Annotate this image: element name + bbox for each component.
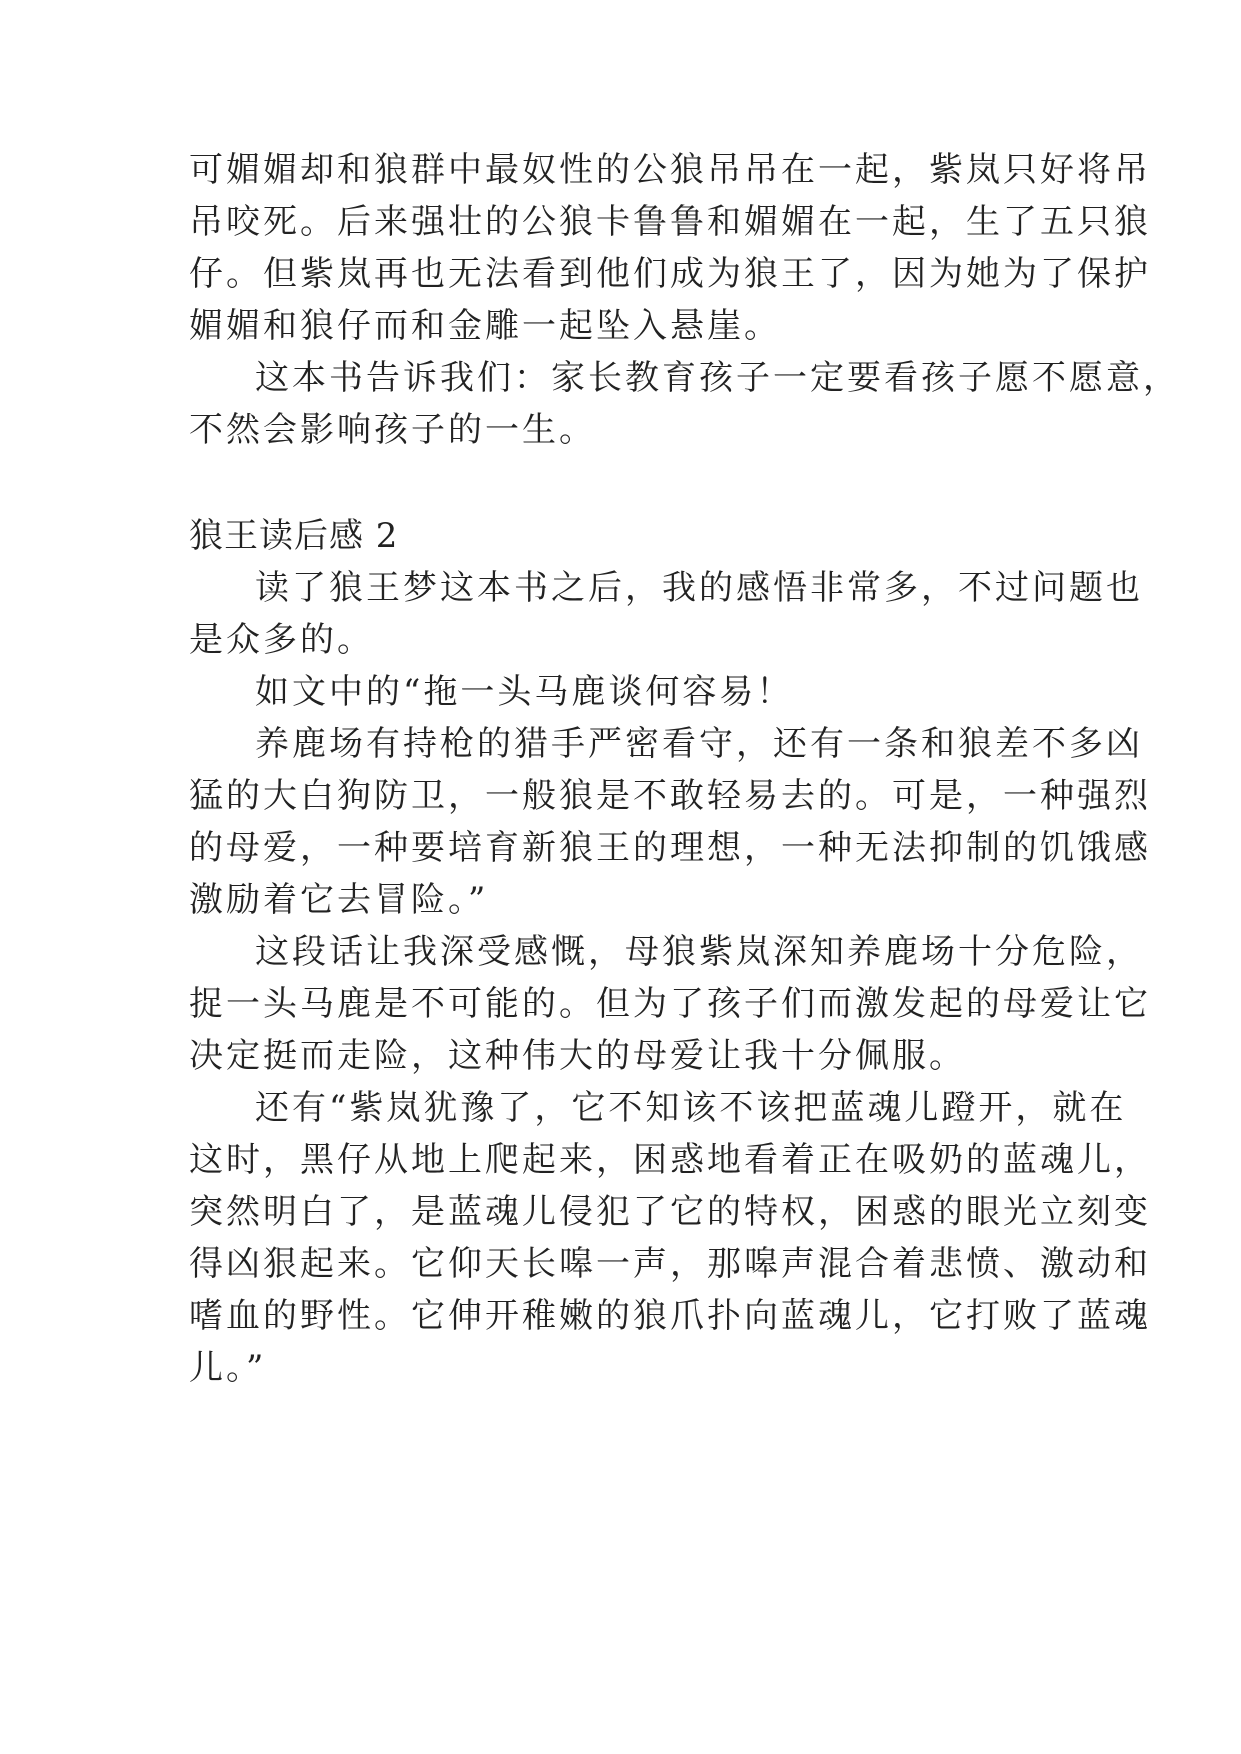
- paragraph-line: 不然会影响孩子的一生。: [189, 410, 596, 450]
- paragraph-line: 还有“紫岚犹豫了，它不知该不该把蓝魂儿蹬开，就在: [255, 1088, 1127, 1128]
- paragraph-line: 的母爱，一种要培育新狼王的理想，一种无法抑制的饥饿感: [189, 828, 1151, 868]
- paragraph-line: 是众多的。: [189, 620, 374, 660]
- paragraph-line: 这时，黑仔从地上爬起来，困惑地看着正在吸奶的蓝魂儿，: [189, 1140, 1151, 1180]
- paragraph-line: 读了狼王梦这本书之后，我的感悟非常多，不过问题也: [255, 568, 1143, 608]
- paragraph-line: 养鹿场有持枪的猎手严密看守，还有一条和狼差不多凶: [255, 724, 1143, 764]
- paragraph-line: 这本书告诉我们：家长教育孩子一定要看孩子愿不愿意，: [255, 358, 1180, 398]
- paragraph-line: 媚媚和狼仔而和金雕一起坠入悬崖。: [189, 306, 781, 346]
- paragraph-line: 捉一头马鹿是不可能的。但为了孩子们而激发起的母爱让它: [189, 984, 1151, 1024]
- paragraph-line: 猛的大白狗防卫，一般狼是不敢轻易去的。可是，一种强烈: [189, 776, 1151, 816]
- paragraph-line: 儿。”: [189, 1348, 267, 1388]
- paragraph-line: 激励着它去冒险。”: [189, 880, 489, 920]
- paragraph-line: 得凶狠起来。它仰天长嗥一声，那嗥声混合着悲愤、激动和: [189, 1244, 1151, 1284]
- section-title: 狼王读后感 2: [189, 516, 399, 556]
- paragraph-line: 决定挺而走险，这种伟大的母爱让我十分佩服。: [189, 1036, 966, 1076]
- paragraph-line: 突然明白了，是蓝魂儿侵犯了它的特权，困惑的眼光立刻变: [189, 1192, 1151, 1232]
- paragraph-line: 仔。但紫岚再也无法看到他们成为狼王了，因为她为了保护: [189, 254, 1151, 294]
- paragraph-line: 如文中的“拖一头马鹿谈何容易！: [255, 672, 794, 712]
- paragraph-line: 可媚媚却和狼群中最奴性的公狼吊吊在一起，紫岚只好将吊: [189, 150, 1151, 190]
- paragraph-line: 这段话让我深受感慨，母狼紫岚深知养鹿场十分危险，: [255, 932, 1143, 972]
- paragraph-line: 吊咬死。后来强壮的公狼卡鲁鲁和媚媚在一起，生了五只狼: [189, 202, 1151, 242]
- paragraph-line: 嗜血的野性。它伸开稚嫩的狼爪扑向蓝魂儿，它打败了蓝魂: [189, 1296, 1151, 1336]
